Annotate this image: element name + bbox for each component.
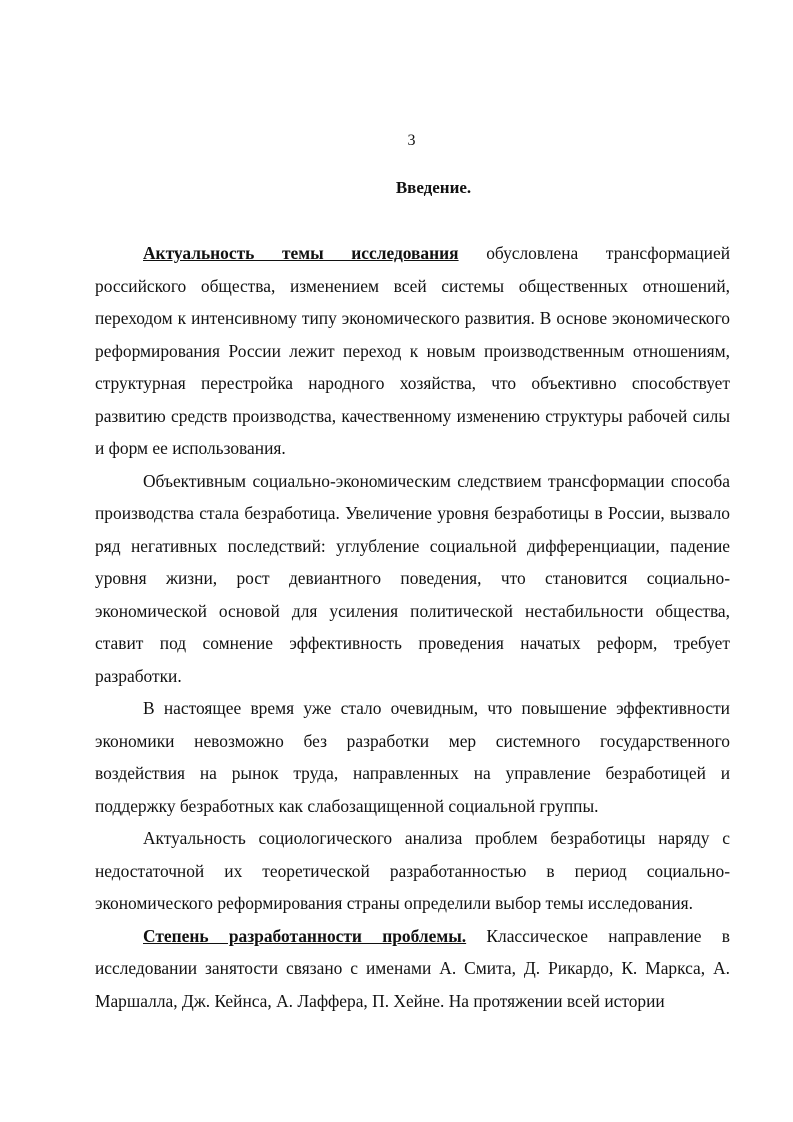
paragraph-analysis xyxy=(95,822,730,920)
page-heading: Введение. xyxy=(395,178,472,197)
page-number: 3 xyxy=(407,132,416,149)
paragraph-problem-development xyxy=(95,920,730,1018)
paragraph-text: Объективным социально-экономическим следствием трансформации способа производства стала безработица. Увеличение уровня безработицы в России, вызвало ряд негативных последствий: углубление социальной дифференциации, падение уровня жизни, рост девиантного поведения, что становится социально-экономической основой для усиления политической нестабильности общества, ставит под сомнение эффективность проведения начатых реформ, требует разработки. xyxy=(95,470,730,686)
paragraph-text: Классическое направление в исследовании занятости связано с именами А. Смита, Д. Рикардо, К. Маркса, А. Маршалла, Дж. Кейнса, А. Лаффера, П. Хейне. На протяжении всей истории xyxy=(95,925,730,1011)
paragraph-text: В настоящее время уже стало очевидным, что повышение эффективности экономики невозможно без разработки мер системного государственного воздействия на рынок труда, направленных на управление безработицей и поддержку безработных как слабозащищенной социальной группы. xyxy=(95,698,730,816)
paragraph-efficiency xyxy=(95,692,730,822)
paragraph-lead: Актуальность темы исследования xyxy=(143,243,459,263)
paragraph-unemployment xyxy=(95,465,730,693)
paragraph-text: Актуальность социологического анализа проблем безработицы наряду с недостаточной их теоретической разработанностью в период социально-экономического реформирования страны определили выбор темы исследования. xyxy=(95,828,730,913)
body-text xyxy=(95,237,730,1017)
paragraph-lead: Степень разработанности проблемы. xyxy=(143,925,467,946)
paragraph-relevance xyxy=(95,237,730,465)
paragraph-text: обусловлена трансформацией российского общества, изменением всей системы общественных отношений, переходом к интенсивному типу экономического развития. В основе экономического реформирования России лежит переход к новым производственным отношениям, структурная перестройка народного хозяйства, что объективно способствует развитию средств производства, качественному изменению структуры рабочей силы и форм ее использования. xyxy=(95,243,731,458)
